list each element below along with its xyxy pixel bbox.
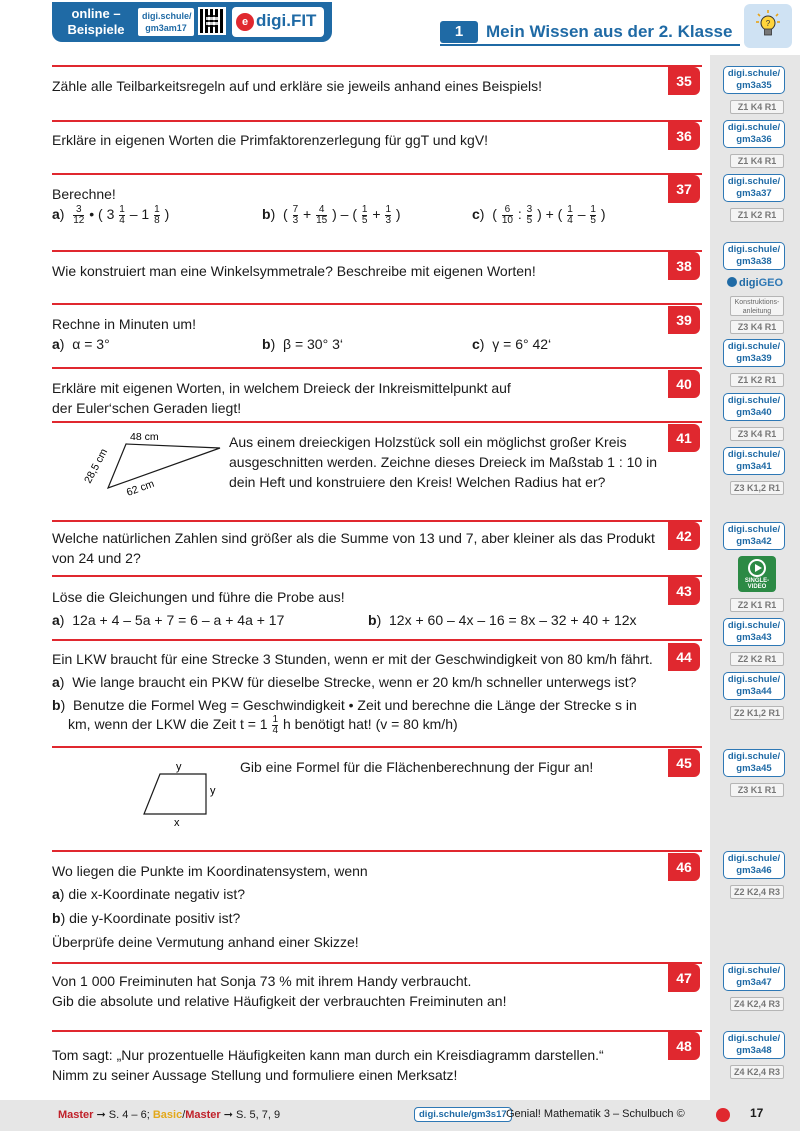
level-41: Z3 K1,2 R1 <box>730 481 784 495</box>
expr-part: • ( 3 <box>89 206 115 222</box>
task-41-line1: Aus einem dreieckigen Holzstück soll ein möglichst großer Kreis <box>229 434 627 450</box>
expr-part: ) + ( <box>537 206 563 222</box>
fraction <box>385 205 391 226</box>
task-39-number: 39 <box>668 306 700 334</box>
online-link[interactable]: digi.schule/ gm3am17 <box>138 8 194 36</box>
task-40-line1: Erkläre mit eigenen Worten, in welchem Dreieck der Inkreismittelpunkt auf <box>52 380 511 396</box>
link-gm3a35[interactable]: digi.schule/ gm3a35 <box>723 66 785 94</box>
task-37-part-c: c) ( $\frac{6}{10}$ : $\frac{3}{5}$ ) + ( $\frac{1}{4}$ – $\frac{1}{5}$ ) <box>472 203 606 226</box>
level-36: Z1 K4 R1 <box>730 154 784 168</box>
task-37-part-a: a) $\frac{3}{12}$ • ( 3 $\frac{1}{4}$ – 1 $\frac{1}{8}$ ) <box>52 203 170 226</box>
task-46-b-label: b <box>52 910 61 926</box>
link-gm3a40[interactable]: digi.schule/ gm3a40 <box>723 393 785 421</box>
level-45: Z3 K1 R1 <box>730 783 784 797</box>
task-39-b-label: b <box>262 336 271 352</box>
task-41-line2: ausgeschnitten werden. Zeichne dieses Dreieck im Maßstab 1 : 10 in <box>229 454 657 470</box>
frac-num: 1 <box>385 203 391 215</box>
frac-num: 1 <box>154 203 160 215</box>
task-46-number: 46 <box>668 853 700 881</box>
lightbulb-icon <box>756 10 780 40</box>
chapter-heading <box>440 20 740 44</box>
task-41-line3: dein Heft und konstruiere den Kreis! Welchen Radius hat er? <box>229 474 606 490</box>
task-48-line1: Tom sagt: „Nur prozentuelle Häufigkeiten kann man durch ein Kreisdiagramm darstellen.“ <box>52 1047 604 1063</box>
footer-master-label-2: Master <box>185 1109 221 1121</box>
footer-ref1: ➞ S. 4 – 6; <box>93 1109 153 1121</box>
task-43-a-text: 12a + 4 – 5a + 7 = 6 – a + 4a + 17 <box>72 612 285 628</box>
task-43-number: 43 <box>668 577 700 605</box>
footer-basic-label: Basic <box>152 1109 183 1121</box>
fraction <box>567 205 573 226</box>
link-gm3a38[interactable]: digi.schule/ gm3a38 <box>723 242 785 270</box>
task-48-number: 48 <box>668 1032 700 1060</box>
task-39-rule <box>52 303 702 305</box>
task-44-b2-start: km, wenn der LKW die Zeit t = 1 <box>68 716 268 732</box>
frac-num: 3 <box>76 203 82 215</box>
task-43-b-text: 12x + 60 – 4x – 16 = 8x – 32 + 40 + 12x <box>389 612 637 628</box>
task-37-b-label: b <box>262 206 271 222</box>
task-47-line2: Gib die absolute und relative Häufigkeit der verbrauchten Freiminuten an! <box>52 993 507 1009</box>
qr-code-icon[interactable] <box>198 7 226 35</box>
single-video-label: SINGLE- VIDEO <box>744 578 770 590</box>
task-44-rule <box>52 639 702 641</box>
level-44: Z2 K1,2 R1 <box>730 706 784 720</box>
task-37-c-label: c <box>472 206 480 222</box>
expr-part: : <box>517 206 522 222</box>
task-39-c-label: c <box>472 336 480 352</box>
expr-part: ) <box>600 206 606 222</box>
task-42-line1: Welche natürlichen Zahlen sind größer als die Summe von 13 und 7, aber kleiner als das Produkt <box>52 530 655 546</box>
frac-num: 1 <box>119 203 125 215</box>
frac-den: 5 <box>361 214 368 226</box>
frac-num: 1 <box>361 203 368 215</box>
task-44-b-label: b <box>52 697 61 713</box>
frac-den: 3 <box>292 214 299 226</box>
task-40-line2: der Euler‘schen Geraden liegt! <box>52 400 242 416</box>
task-46-line1: Wo liegen die Punkte im Koordinatensystem, wenn <box>52 863 368 879</box>
level-40: Z3 K4 R1 <box>730 427 784 441</box>
trapezoid-shape <box>144 774 206 814</box>
task-47-rule <box>52 962 702 964</box>
task-37-part-b: b) ( $\frac{7}{3}$ + $\frac{4}{15}$ ) – ( $\frac{1}{5}$ + $\frac{1}{3}$ ) <box>262 203 401 226</box>
level-48: Z4 K2,4 R3 <box>730 1065 784 1079</box>
task-35-number: 35 <box>668 67 700 95</box>
frac-den: 4 <box>272 724 279 736</box>
fraction <box>502 205 513 226</box>
frac-den: 4 <box>119 214 125 226</box>
task-45-rule <box>52 746 702 748</box>
expr-part: ( <box>283 206 288 222</box>
frac-num: 4 <box>318 203 325 215</box>
trapezoid-label-top: y <box>176 761 182 773</box>
fraction <box>527 205 533 226</box>
task-39-part-a: a) α = 3° <box>52 336 110 352</box>
expr-part: ( <box>492 206 497 222</box>
fraction <box>316 205 327 226</box>
link-gm3a42[interactable]: digi.schule/ gm3a42 <box>723 522 785 550</box>
task-48-line2: Nimm zu seiner Aussage Stellung und formuliere einen Merksatz! <box>52 1067 458 1083</box>
task-46-rule <box>52 850 702 852</box>
task-38-number: 38 <box>668 252 700 280</box>
frac-den: 5 <box>526 214 533 226</box>
task-44-part-b: b) Benutze die Formel Weg = Geschwindigkeit • Zeit und berechne die Länge der Strecke s in <box>52 697 637 713</box>
task-38-text: Wie konstruiert man eine Winkelsymmetrale? Beschreibe mit eigenen Worten! <box>52 263 536 279</box>
task-39-c-text: γ = 6° 42‘ <box>492 336 552 352</box>
task-45-number: 45 <box>668 749 700 777</box>
triangle-side-top: 48 cm <box>130 431 159 443</box>
task-38-rule <box>52 250 702 252</box>
frac-num: 6 <box>504 203 511 215</box>
task-37-number: 37 <box>668 175 700 203</box>
task-44-part-a: a) Wie lange braucht ein PKW für dieselbe Strecke, wenn er 20 km/h schneller unterwegs ist? <box>52 674 637 690</box>
triangle-shape <box>108 444 220 488</box>
triangle-side-bottom: 62 cm <box>124 477 156 499</box>
link-gm3a48[interactable]: digi.schule/ gm3a48 <box>723 1031 785 1059</box>
svg-text:?: ? <box>765 19 771 28</box>
digigeo-badge[interactable] <box>727 277 787 293</box>
publisher-logo-icon <box>716 1108 730 1122</box>
expr-part: ) – ( <box>332 206 358 222</box>
task-39-b-text: β = 30° 3‘ <box>283 336 343 352</box>
online-label: online – Beispiele <box>67 6 125 37</box>
task-39-text: Rechne in Minuten um! <box>52 316 196 332</box>
level-38: Z3 K4 R1 <box>730 320 784 334</box>
task-39-part-c: c) γ = 6° 42‘ <box>472 336 552 352</box>
footer-master-label: Master <box>58 1109 94 1121</box>
task-43-part-a: a) 12a + 4 – 5a + 7 = 6 – a + 4a + 17 <box>52 612 285 628</box>
fraction <box>73 205 84 226</box>
task-36-rule <box>52 120 702 122</box>
task-44-a-text: Wie lange braucht ein PKW für dieselbe Strecke, wenn er 20 km/h schneller unterwegs ist? <box>72 674 637 690</box>
trapezoid-figure <box>140 760 220 830</box>
level-42: Z2 K1 R1 <box>730 598 784 612</box>
level-37: Z1 K2 R1 <box>730 208 784 222</box>
task-44-line1: Ein LKW braucht für eine Strecke 3 Stunden, wenn er mit der Geschwindigkeit von 80 km/h fährt. <box>52 651 653 667</box>
frac-den: 5 <box>590 214 596 226</box>
task-48-rule <box>52 1030 702 1032</box>
task-43-text: Löse die Gleichungen und führe die Probe aus! <box>52 589 345 605</box>
task-35-text: Zähle alle Teilbarkeitsregeln auf und erkläre sie jeweils anhand eines Beispiels! <box>52 78 543 94</box>
task-44-a-label: a <box>52 674 60 690</box>
triangle-figure <box>70 428 230 500</box>
frac-num: 3 <box>526 203 533 215</box>
triangle-side-left: 28,5 cm <box>82 446 111 486</box>
trapezoid-label-bottom: x <box>174 817 180 829</box>
fraction <box>154 205 160 226</box>
digifit-badge[interactable] <box>232 7 324 37</box>
trapezoid-label-right: y <box>210 785 216 797</box>
chapter-number: 1 <box>440 21 478 43</box>
task-39-part-b: b) β = 30° 3‘ <box>262 336 343 352</box>
link-gm3a45[interactable]: digi.schule/ gm3a45 <box>723 749 785 777</box>
task-46-part-a <box>52 884 245 904</box>
task-35-rule <box>52 65 702 67</box>
task-44-number: 44 <box>668 643 700 671</box>
task-46-part-b <box>52 908 240 928</box>
frac-den: 12 <box>73 214 85 226</box>
frac-den: 10 <box>501 214 513 226</box>
task-37-rule <box>52 173 702 175</box>
task-37-text: Berechne! <box>52 186 116 202</box>
fraction <box>119 205 125 226</box>
task-46-a-text: ) die x-Koordinate negativ ist? <box>59 886 246 902</box>
frac-num: 1 <box>272 713 279 725</box>
task-43-a-label: a <box>52 612 60 628</box>
chapter-underline <box>440 44 740 46</box>
task-47-number: 47 <box>668 964 700 992</box>
digigeo-word2: GEO <box>758 277 784 289</box>
task-43-part-b: b) 12x + 60 – 4x – 16 = 8x – 32 + 40 + 12x <box>368 612 637 628</box>
task-39-a-label: a <box>52 336 60 352</box>
play-icon <box>748 559 766 577</box>
frac-num: 7 <box>292 203 299 215</box>
task-36-number: 36 <box>668 122 700 150</box>
task-46-line4: Überprüfe deine Vermutung anhand einer Skizze! <box>52 934 359 950</box>
expr-part: ) <box>164 206 170 222</box>
digigeo-logo-icon <box>727 277 737 287</box>
frac-den: 8 <box>154 214 160 226</box>
task-40-rule <box>52 367 702 369</box>
task-36-text: Erkläre in eigenen Worten die Primfaktorenzerlegung für ggT und kgV! <box>52 132 489 148</box>
task-46-b-text: ) die y-Koordinate positiv ist? <box>60 910 241 926</box>
task-40-number: 40 <box>668 370 700 398</box>
task-37-a-label: a <box>52 206 60 222</box>
expr-part: + <box>303 206 312 222</box>
level-35: Z1 K4 R1 <box>730 100 784 114</box>
link-gm3a41[interactable]: digi.schule/ gm3a41 <box>723 447 785 475</box>
frac-den: 15 <box>316 214 328 226</box>
lightbulb-box <box>744 4 792 48</box>
expr-part: ) <box>395 206 401 222</box>
task-45-text: Gib eine Formel für die Flächenberechnung der Figur an! <box>240 759 594 775</box>
fraction <box>590 205 596 226</box>
expr-part: + <box>372 206 381 222</box>
link-gm3a37[interactable]: digi.schule/ gm3a37 <box>723 174 785 202</box>
digifit-label: digi.FIT <box>256 11 317 30</box>
level-39: Z1 K2 R1 <box>730 373 784 387</box>
frac-den: 3 <box>385 214 391 226</box>
link-gm3a39[interactable]: digi.schule/ gm3a39 <box>723 339 785 367</box>
fraction <box>362 205 368 226</box>
task-41-number: 41 <box>668 424 700 452</box>
level-43: Z2 K2 R1 <box>730 652 784 666</box>
footer-book-title: Genial! Mathematik 3 – Schulbuch © <box>506 1108 685 1120</box>
footer-references <box>58 1108 280 1121</box>
fraction <box>293 205 299 226</box>
link-gm3a46[interactable]: digi.schule/ gm3a46 <box>723 851 785 879</box>
single-video-button[interactable] <box>738 556 776 592</box>
footer-ref2: ➞ S. 5, 7, 9 <box>220 1109 281 1121</box>
task-43-rule <box>52 575 702 577</box>
task-47-line1: Von 1 000 Freiminuten hat Sonja 73 % mit ihrem Handy verbraucht. <box>52 973 472 989</box>
level-47: Z4 K2,4 R3 <box>730 997 784 1011</box>
task-42-rule <box>52 520 702 522</box>
expr-part: – <box>577 206 586 222</box>
expr-part: – 1 <box>129 206 150 222</box>
link-gm3a36[interactable]: digi.schule/ gm3a36 <box>723 120 785 148</box>
task-46-a-label: a <box>52 886 60 902</box>
digigeo-word: digi <box>739 277 759 289</box>
footer-slash: / <box>182 1109 186 1121</box>
frac-den: 4 <box>567 214 573 226</box>
page-number: 17 <box>750 1106 764 1120</box>
fraction <box>272 715 278 736</box>
chapter-title: Mein Wissen aus der 2. Klasse <box>486 22 733 41</box>
footer-link[interactable]: digi.schule/gm3s17 <box>414 1107 512 1122</box>
construction-guide-link[interactable]: Konstruktions- anleitung <box>730 296 784 316</box>
task-44-b-text: Benutze die Formel Weg = Geschwindigkeit • Zeit und berechne die Länge der Strecke s in <box>73 697 637 713</box>
online-examples-box <box>52 2 332 42</box>
top-bar <box>0 0 800 44</box>
task-44-part-b-line2 <box>68 714 458 736</box>
frac-num: 1 <box>590 203 596 215</box>
link-gm3a44[interactable]: digi.schule/ gm3a44 <box>723 672 785 700</box>
link-gm3a47[interactable]: digi.schule/ gm3a47 <box>723 963 785 991</box>
digifit-logo-icon: e <box>236 13 254 31</box>
task-44-b2-end: h benötigt hat! (v = 80 km/h) <box>282 716 458 732</box>
task-42-number: 42 <box>668 522 700 550</box>
task-42-line2: von 24 und 2? <box>52 550 141 566</box>
frac-num: 1 <box>567 203 573 215</box>
link-gm3a43[interactable]: digi.schule/ gm3a43 <box>723 618 785 646</box>
task-41-rule <box>52 421 702 423</box>
task-39-a-text: α = 3° <box>72 336 110 352</box>
task-43-b-label: b <box>368 612 377 628</box>
footer <box>0 1100 800 1131</box>
level-46: Z2 K2,4 R3 <box>730 885 784 899</box>
